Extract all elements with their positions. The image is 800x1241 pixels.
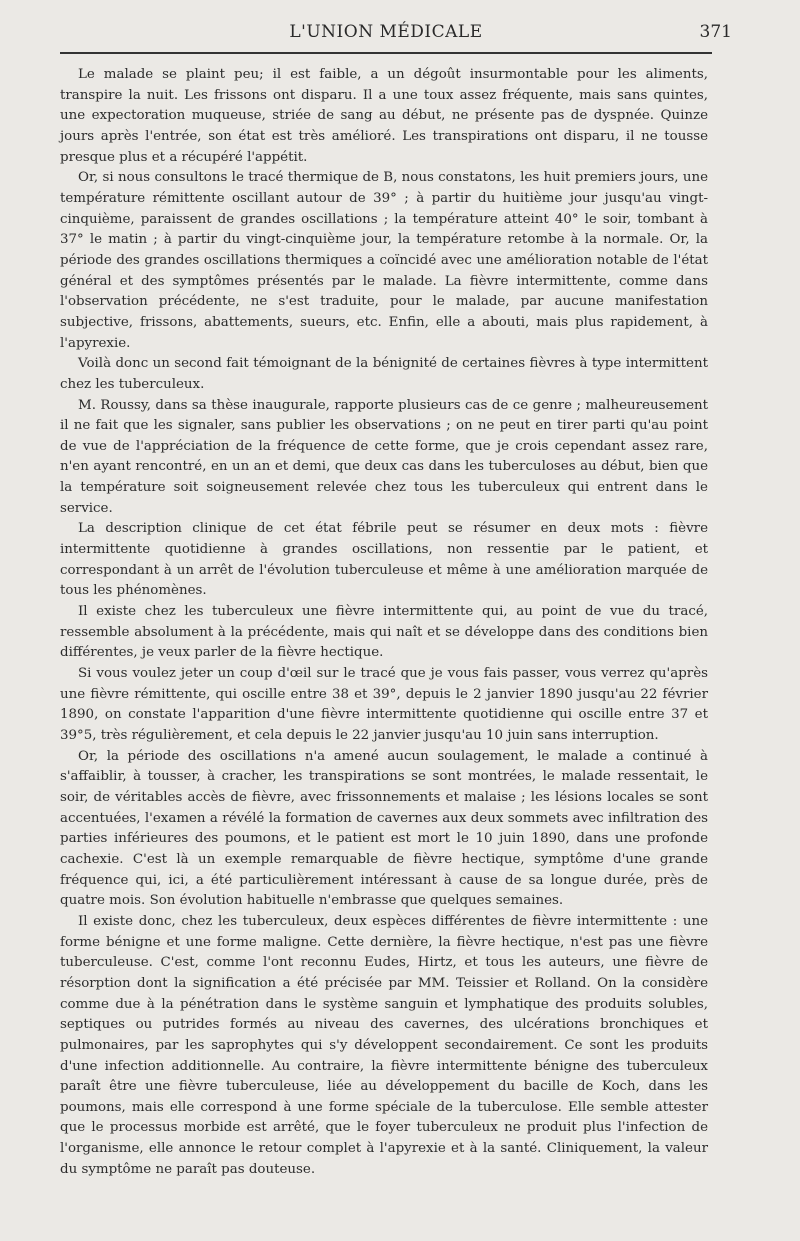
header-rule: [60, 52, 712, 54]
paragraph: Or, si nous consultons le tracé thermique de B, nous constatons, les huit premiers jours, une température rémittente oscillant autour de 39° ; à partir du huitième jour jusqu'au vingt-cinquième, paraissent de grandes oscillations ; la température atteint 40° le soir, tombant à 37° le matin ; à partir du vingt-cinquième jour, la température retombe à la normale. Or, la période des grandes oscillations thermiques a coïncidé avec une amélioration notable de l'état général et des symptômes présentés par le malade. La fièvre intermittente, comme dans l'observation précédente, ne s'est traduite, pour le malade, par aucune manifestation subjective, frissons, abattements, sueurs, etc. Enfin, elle a abouti, mais plus rapidement, à l'apyrexie.: [60, 170, 708, 351]
page-number: 371: [699, 22, 732, 42]
running-title: L'UNION MÉDICALE: [289, 22, 483, 42]
paragraph: Il existe chez les tuberculeux une fièvre intermittente qui, au point de vue du tracé, ressemble absolument à la précédente, mais qui naît et se développe dans des conditions bien différentes, je veux parler de la fièvre hectique.: [60, 604, 708, 661]
page-header: [60, 18, 732, 52]
paragraph: La description clinique de cet état fébrile peut se résumer en deux mots : fièvre intermittente quotidienne à grandes oscillations, non ressentie par le patient, et correspondant à un arrêt de l'évolution tuberculeuse et même à une amélioration marquée de tous les phénomènes.: [60, 521, 708, 599]
paragraph: Si vous voulez jeter un coup d'œil sur le tracé que je vous fais passer, vous verrez qu'après une fièvre rémittente, qui oscille entre 38 et 39°, depuis le 2 janvier 1890 jusqu'au 22 février 1890, on constate l'apparition d'une fièvre intermittente quotidienne qui oscille entre 37 et 39°5, très régulièrement, et cela depuis le 22 janvier jusqu'au 10 juin sans interruption.: [60, 666, 708, 743]
paragraph: Il existe donc, chez les tuberculeux, deux espèces différentes de fièvre intermittente : une forme bénigne et une forme maligne. Cette dernière, la fièvre hectique, n'est pas une fièvre tuberculeuse. C'est, comme l'ont reconnu Eudes, Hirtz, et tous les auteurs, une fièvre de résorption dont la signification a été précisée par MM. Teissier et Rolland. On la considère comme due à la pénétration dans le système sanguin et lymphatique des produits solubles, septiques ou putrides formés au niveau des cavernes, des ulcérations bronchiques et pulmonaires, par les saprophytes qui s'y développent secondairement. Ce sont les produits d'une infection additionnelle. Au contraire, la fièvre intermittente bénigne des tuberculeux paraît être une fièvre tuberculeuse, liée au développement du bacille de Koch, dans les poumons, mais elle correspond à une forme spéciale de la tuberculose. Elle semble attester que le processus morbide est arrêté, que le foyer tuberculeux ne produit plus l'infection de l'organisme, elle annonce le retour complet à l'apyrexie et à la santé. Cliniquement, la valeur du symptôme ne paraît pas douteuse.: [60, 913, 708, 1177]
paragraph: Le malade se plaint peu; il est faible, a un dégoût insurmontable pour les aliments, transpire la nuit. Les frissons ont disparu. Il a une toux assez fréquente, mais sans quintes, une expectoration muqueuse, striée de sang au début, ne présente pas de dyspnée. Quinze jours après l'entrée, son état est très amélioré. Les transpirations ont disparu, il ne tousse presque plus et a récupéré l'appétit.: [60, 67, 708, 165]
paragraph: M. Roussy, dans sa thèse inaugurale, rapporte plusieurs cas de ce genre ; malheureusement il ne fait que les signaler, sans publier les observations ; on ne peut en tirer parti qu'au point de vue de l'appréciation de la fréquence de cette forme, que je crois cependant assez rare, n'en ayant rencontré, en un an et demi, que deux cas dans les tuberculoses au début, bien que la température soit soigneusement relevée chez tous les tuberculeux qui entrent dans le service.: [60, 397, 708, 516]
body-text: [60, 65, 708, 1180]
paragraph: Or, la période des oscillations n'a amené aucun soulagement, le malade a continué à s'affaiblir, à tousser, à cracher, les transpirations se sont montrées, le malade ressentait, le soir, de véritables accès de fièvre, avec frissonnements et malaise ; les lésions locales se sont accentuées, l'examen a révélé la formation de cavernes aux deux sommets avec infiltration des parties inférieures des poumons, et le patient est mort le 10 juin 1890, dans une profonde cachexie. C'est là un exemple remarquable de fièvre hectique, symptôme d'une grande fréquence qui, ici, a été particulièrement intéressant à cause de sa longue durée, près de quatre mois. Son évolution habituelle n'embrasse que quelques semaines.: [60, 748, 708, 909]
paragraph: Voilà donc un second fait témoignant de la bénignité de certaines fièvres à type intermittent chez les tuberculeux.: [60, 356, 708, 392]
